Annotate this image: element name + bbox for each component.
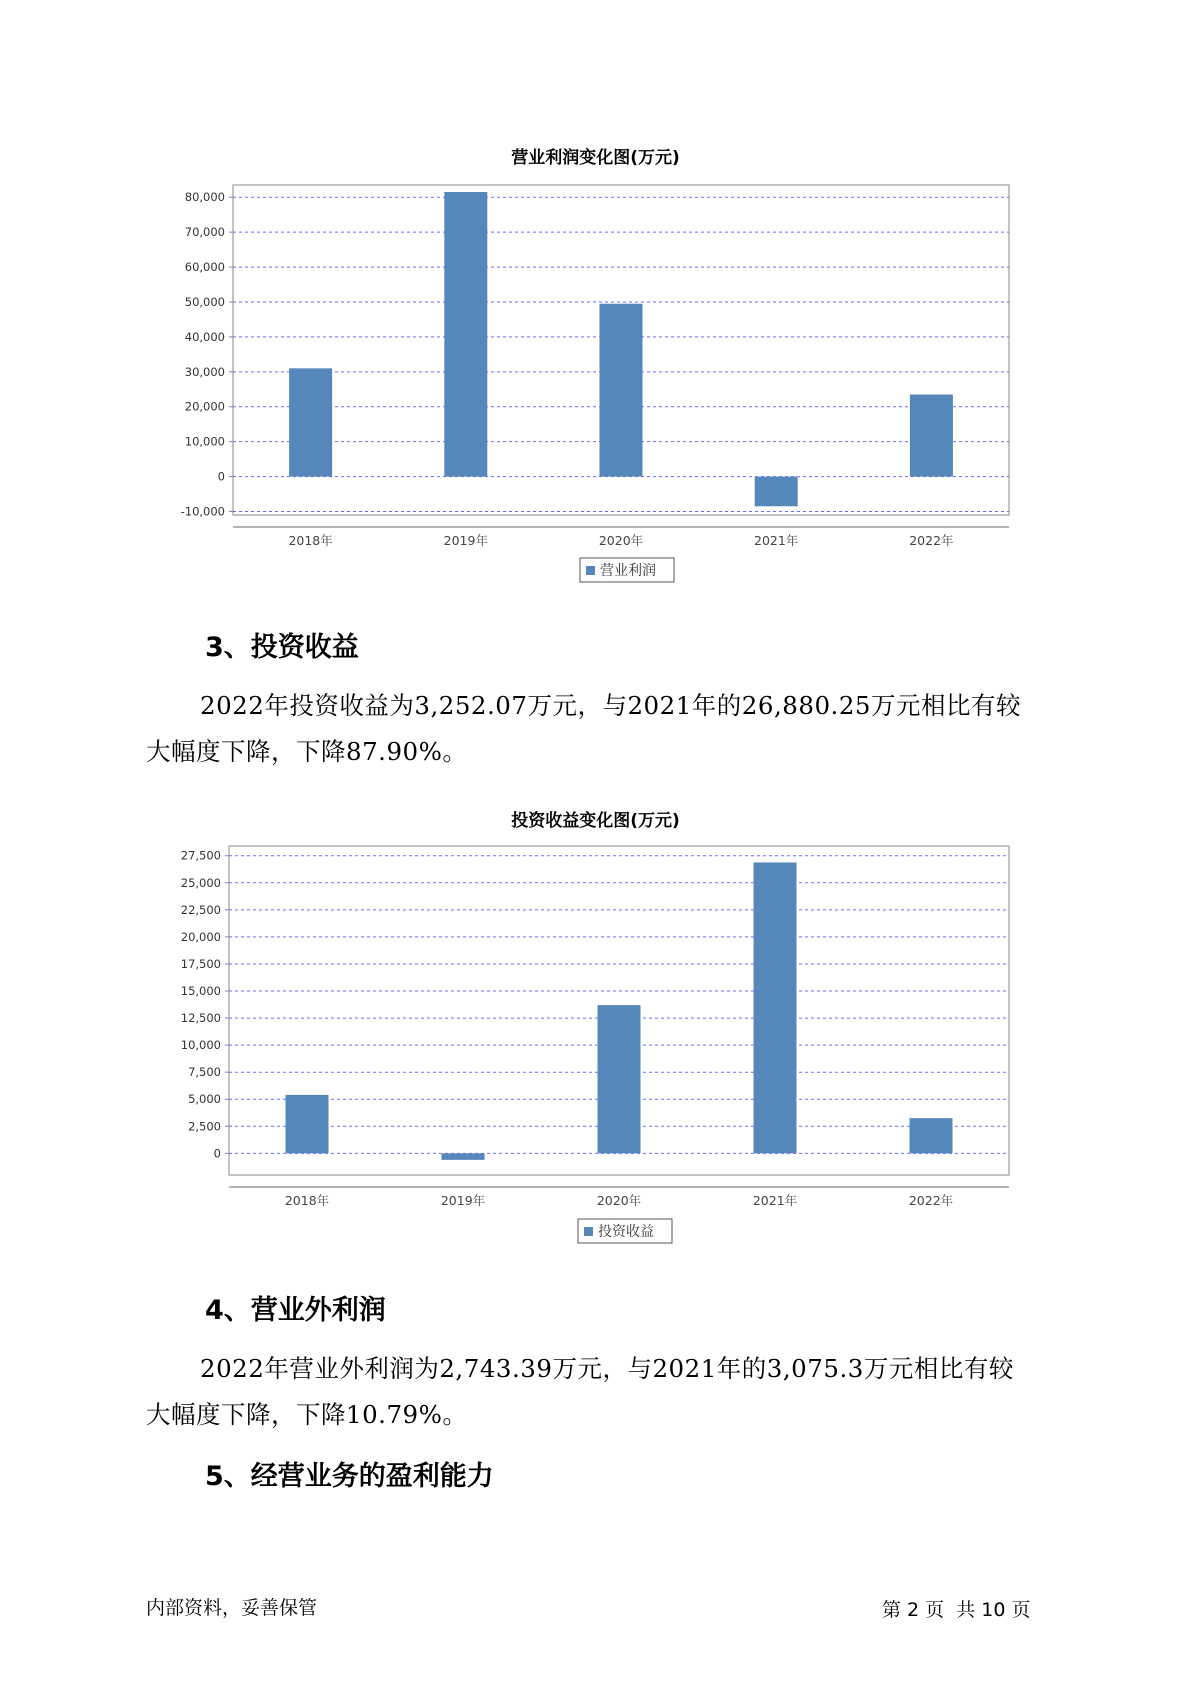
y-tick-label: 0 [217, 469, 225, 484]
paragraph-line: 大幅度下降，下降87.90%。 [146, 737, 468, 766]
footer-page-number: 第 2 页 共 10 页 [882, 1599, 1031, 1621]
operating-profit-chart [0, 170, 1191, 590]
paragraph-line: 2022年投资收益为3,252.07万元，与2021年的26,880.25万元相比有较 [200, 691, 1021, 720]
y-tick-label: 30,000 [184, 364, 225, 379]
y-tick-label: 12,500 [180, 1011, 221, 1026]
y-tick-label: 60,000 [184, 260, 225, 275]
paragraph-line: 大幅度下降，下降10.79%。 [146, 1400, 468, 1429]
y-tick-label: 25,000 [180, 875, 221, 890]
y-tick-label: 80,000 [184, 190, 225, 205]
x-tick-label: 2022年 [909, 533, 954, 548]
investment-income-paragraph [146, 683, 1066, 775]
legend-swatch [586, 566, 595, 575]
y-tick-label: 70,000 [184, 225, 225, 240]
legend-label: 营业利润 [600, 563, 656, 579]
bar [600, 304, 643, 477]
section-heading-operating-profitability: 5、经营业务的盈利能力 [205, 1461, 494, 1492]
section-heading-non-operating-profit: 4、营业外利润 [205, 1295, 386, 1326]
bar [910, 1118, 953, 1153]
bar [289, 368, 332, 476]
y-tick-label: 27,500 [180, 848, 221, 863]
bar [442, 1153, 485, 1159]
legend-swatch [584, 1227, 593, 1236]
bar [910, 395, 953, 477]
y-tick-label: 10,000 [184, 434, 225, 449]
section-heading-investment-income: 3、投资收益 [205, 632, 359, 663]
x-tick-label: 2021年 [754, 533, 799, 548]
chart1-title: 营业利润变化图(万元) [511, 148, 680, 168]
paragraph-line: 2022年营业外利润为2,743.39万元，与2021年的3,075.3万元相比有较 [200, 1354, 1014, 1383]
bar [286, 1095, 329, 1153]
investment-income-chart [0, 834, 1191, 1254]
non-operating-profit-paragraph [146, 1346, 1066, 1438]
y-tick-label: 5,000 [188, 1092, 221, 1107]
y-tick-label: 20,000 [180, 929, 221, 944]
y-tick-label: -10,000 [180, 504, 225, 519]
x-tick-label: 2019年 [440, 1193, 486, 1208]
y-tick-label: 2,500 [188, 1119, 221, 1134]
x-tick-label: 2018年 [284, 1193, 330, 1208]
bar [754, 862, 797, 1153]
x-tick-label: 2020年 [596, 1193, 642, 1208]
x-tick-label: 2020年 [598, 533, 644, 548]
y-tick-label: 10,000 [180, 1038, 221, 1053]
y-tick-label: 50,000 [184, 294, 225, 309]
y-tick-label: 17,500 [180, 956, 221, 971]
legend-label: 投资收益 [598, 1224, 654, 1240]
x-tick-label: 2018年 [288, 533, 333, 548]
x-tick-label: 2019年 [443, 533, 488, 548]
y-tick-label: 20,000 [184, 399, 225, 414]
x-tick-label: 2022年 [908, 1193, 954, 1208]
footer-confidential-note: 内部资料，妥善保管 [146, 1597, 318, 1619]
y-tick-label: 15,000 [180, 984, 221, 999]
y-tick-label: 40,000 [184, 329, 225, 344]
chart2-title: 投资收益变化图(万元) [511, 811, 680, 831]
bar [755, 477, 798, 507]
y-tick-label: 0 [213, 1146, 221, 1161]
y-tick-label: 7,500 [188, 1065, 221, 1080]
x-tick-label: 2021年 [752, 1193, 798, 1208]
bar [444, 192, 487, 477]
bar [598, 1005, 641, 1153]
y-tick-label: 22,500 [180, 902, 221, 917]
